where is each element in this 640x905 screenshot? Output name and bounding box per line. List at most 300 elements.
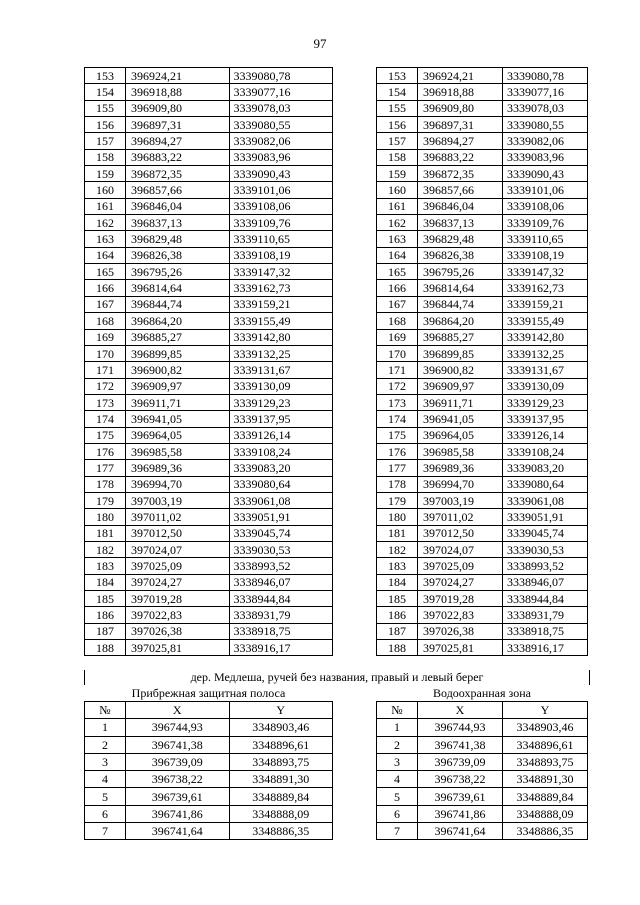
x-coordinate-cell: 396899,85 xyxy=(126,345,230,361)
right-zone-title: Водоохранная зона xyxy=(433,686,531,700)
table-row xyxy=(377,296,588,312)
x-coordinate-cell: 396883,22 xyxy=(418,149,503,165)
y-coordinate-cell: 3348889,84 xyxy=(229,788,333,805)
point-number-cell: 2 xyxy=(377,736,418,753)
x-coordinate-cell: 397024,07 xyxy=(126,541,230,557)
table-row xyxy=(85,329,333,345)
table-row xyxy=(377,558,588,574)
x-coordinate-cell: 396897,31 xyxy=(418,117,503,133)
table-row xyxy=(377,198,588,214)
table-row xyxy=(85,823,333,840)
x-coordinate-cell: 396918,88 xyxy=(126,84,230,100)
y-coordinate-cell: 3338916,17 xyxy=(503,640,588,656)
y-coordinate-cell: 3338944,84 xyxy=(503,591,588,607)
x-coordinate-cell: 396829,48 xyxy=(418,231,503,247)
right-zone-table xyxy=(376,701,588,840)
table-row xyxy=(377,264,588,280)
x-coordinate-cell: 396872,35 xyxy=(418,166,503,182)
y-coordinate-cell: 3339083,96 xyxy=(229,149,333,165)
y-coordinate-cell: 3339137,95 xyxy=(503,411,588,427)
point-number-cell: 156 xyxy=(377,117,418,133)
table-row xyxy=(85,394,333,410)
x-coordinate-cell: 397026,38 xyxy=(418,623,503,639)
point-number-cell: 167 xyxy=(85,296,126,312)
point-number-cell: 185 xyxy=(377,591,418,607)
point-number-cell: 179 xyxy=(85,492,126,508)
table-row xyxy=(377,215,588,231)
x-coordinate-cell: 396837,13 xyxy=(126,215,230,231)
point-number-cell: 177 xyxy=(85,460,126,476)
y-coordinate-cell: 3339080,78 xyxy=(229,68,333,84)
y-coordinate-cell: 3339045,74 xyxy=(229,525,333,541)
point-number-cell: 173 xyxy=(377,394,418,410)
x-coordinate-cell: 396924,21 xyxy=(418,68,503,84)
x-coordinate-cell: 396894,27 xyxy=(418,133,503,149)
table-row xyxy=(377,736,588,753)
point-number-cell: 171 xyxy=(85,362,126,378)
y-coordinate-cell: 3339090,43 xyxy=(229,166,333,182)
y-coordinate-cell: 3339080,55 xyxy=(229,117,333,133)
table-row xyxy=(85,591,333,607)
point-number-cell: 4 xyxy=(377,771,418,788)
x-coordinate-cell: 396911,71 xyxy=(126,394,230,410)
point-number-cell: 186 xyxy=(377,607,418,623)
table-row xyxy=(85,84,333,100)
x-coordinate-cell: 396741,86 xyxy=(126,805,230,822)
point-number-cell: 162 xyxy=(85,215,126,231)
x-coordinate-cell: 397011,02 xyxy=(126,509,230,525)
y-coordinate-cell: 3339129,23 xyxy=(503,394,588,410)
point-number-cell: 155 xyxy=(85,100,126,116)
table-row xyxy=(377,640,588,656)
y-coordinate-cell: 3348888,09 xyxy=(229,805,333,822)
table-row xyxy=(377,591,588,607)
table-row xyxy=(85,215,333,231)
table-row xyxy=(377,84,588,100)
table-row xyxy=(85,607,333,623)
table-row xyxy=(85,788,333,805)
point-number-cell: 184 xyxy=(85,574,126,590)
x-coordinate-cell: 397019,28 xyxy=(418,591,503,607)
point-number-cell: 5 xyxy=(377,788,418,805)
table-row xyxy=(377,623,588,639)
x-coordinate-cell: 396739,09 xyxy=(126,753,230,770)
point-number-cell: 153 xyxy=(85,68,126,84)
table-row xyxy=(85,541,333,557)
x-coordinate-cell: 396864,20 xyxy=(126,313,230,329)
x-coordinate-cell: 396885,27 xyxy=(126,329,230,345)
header-x: X xyxy=(126,702,230,719)
x-coordinate-cell: 396994,70 xyxy=(126,476,230,492)
point-number-cell: 175 xyxy=(85,427,126,443)
x-coordinate-cell: 396814,64 xyxy=(126,280,230,296)
y-coordinate-cell: 3339083,96 xyxy=(503,149,588,165)
y-coordinate-cell: 3339083,20 xyxy=(503,460,588,476)
x-coordinate-cell: 396985,58 xyxy=(126,443,230,459)
table-row xyxy=(377,247,588,263)
header-number: № xyxy=(377,702,418,719)
point-number-cell: 180 xyxy=(377,509,418,525)
x-coordinate-cell: 397024,07 xyxy=(418,541,503,557)
table-row xyxy=(85,247,333,263)
point-number-cell: 162 xyxy=(377,215,418,231)
point-number-cell: 154 xyxy=(85,84,126,100)
table-row xyxy=(377,541,588,557)
header-number: № xyxy=(85,702,126,719)
x-coordinate-cell: 396846,04 xyxy=(126,198,230,214)
point-number-cell: 187 xyxy=(377,623,418,639)
x-coordinate-cell: 396918,88 xyxy=(418,84,503,100)
x-coordinate-cell: 396741,64 xyxy=(418,823,503,840)
y-coordinate-cell: 3339142,80 xyxy=(503,329,588,345)
point-number-cell: 159 xyxy=(377,166,418,182)
table-row xyxy=(377,443,588,459)
table-row xyxy=(377,476,588,492)
left-zone-table xyxy=(84,701,333,840)
x-coordinate-cell: 397019,28 xyxy=(126,591,230,607)
point-number-cell: 165 xyxy=(85,264,126,280)
y-coordinate-cell: 3339132,25 xyxy=(503,345,588,361)
table-row xyxy=(85,805,333,822)
y-coordinate-cell: 3339080,64 xyxy=(503,476,588,492)
y-coordinate-cell: 3348903,46 xyxy=(229,719,333,736)
x-coordinate-cell: 397003,19 xyxy=(418,492,503,508)
x-coordinate-cell: 396826,38 xyxy=(418,247,503,263)
point-number-cell: 160 xyxy=(377,182,418,198)
point-number-cell: 172 xyxy=(85,378,126,394)
y-coordinate-cell: 3348893,75 xyxy=(503,753,588,770)
point-number-cell: 176 xyxy=(377,443,418,459)
point-number-cell: 181 xyxy=(85,525,126,541)
point-number-cell: 172 xyxy=(377,378,418,394)
y-coordinate-cell: 3339159,21 xyxy=(503,296,588,312)
point-number-cell: 173 xyxy=(85,394,126,410)
point-number-cell: 165 xyxy=(377,264,418,280)
point-number-cell: 169 xyxy=(85,329,126,345)
x-coordinate-cell: 396989,36 xyxy=(418,460,503,476)
point-number-cell: 154 xyxy=(377,84,418,100)
table-row xyxy=(85,133,333,149)
x-coordinate-cell: 396741,64 xyxy=(126,823,230,840)
x-coordinate-cell: 397024,27 xyxy=(126,574,230,590)
x-coordinate-cell: 396739,61 xyxy=(418,788,503,805)
y-coordinate-cell: 3338918,75 xyxy=(503,623,588,639)
point-number-cell: 179 xyxy=(377,492,418,508)
y-coordinate-cell: 3348893,75 xyxy=(229,753,333,770)
x-coordinate-cell: 396994,70 xyxy=(418,476,503,492)
y-coordinate-cell: 3338931,79 xyxy=(503,607,588,623)
table-row xyxy=(377,133,588,149)
y-coordinate-cell: 3339147,32 xyxy=(229,264,333,280)
point-number-cell: 170 xyxy=(85,345,126,361)
point-number-cell: 176 xyxy=(85,443,126,459)
x-coordinate-cell: 397024,27 xyxy=(418,574,503,590)
point-number-cell: 160 xyxy=(85,182,126,198)
x-coordinate-cell: 396741,86 xyxy=(418,805,503,822)
y-coordinate-cell: 3339137,95 xyxy=(229,411,333,427)
y-coordinate-cell: 3339131,67 xyxy=(229,362,333,378)
header-y: Y xyxy=(229,702,333,719)
y-coordinate-cell: 3339108,19 xyxy=(503,247,588,263)
table-row xyxy=(377,460,588,476)
section-caption: дер. Медлеша, ручей без названия, правый и левый берег xyxy=(84,670,590,685)
point-number-cell: 174 xyxy=(377,411,418,427)
left-zone-title: Прибрежная защитная полоса xyxy=(131,686,286,700)
point-number-cell: 166 xyxy=(377,280,418,296)
table-row xyxy=(85,182,333,198)
point-number-cell: 188 xyxy=(377,640,418,656)
x-coordinate-cell: 397025,81 xyxy=(126,640,230,656)
y-coordinate-cell: 3348888,09 xyxy=(503,805,588,822)
table-row xyxy=(377,771,588,788)
table-row xyxy=(85,231,333,247)
x-coordinate-cell: 396795,26 xyxy=(126,264,230,280)
x-coordinate-cell: 397025,09 xyxy=(418,558,503,574)
point-number-cell: 7 xyxy=(85,823,126,840)
x-coordinate-cell: 396885,27 xyxy=(418,329,503,345)
x-coordinate-cell: 396989,36 xyxy=(126,460,230,476)
x-coordinate-cell: 397022,83 xyxy=(126,607,230,623)
point-number-cell: 184 xyxy=(377,574,418,590)
y-coordinate-cell: 3339155,49 xyxy=(503,313,588,329)
y-coordinate-cell: 3348891,30 xyxy=(229,771,333,788)
y-coordinate-cell: 3339080,55 xyxy=(503,117,588,133)
point-number-cell: 182 xyxy=(85,541,126,557)
point-number-cell: 181 xyxy=(377,525,418,541)
y-coordinate-cell: 3339030,53 xyxy=(229,541,333,557)
x-coordinate-cell: 396844,74 xyxy=(126,296,230,312)
point-number-cell: 3 xyxy=(85,753,126,770)
table-row xyxy=(377,280,588,296)
y-coordinate-cell: 3339155,49 xyxy=(229,313,333,329)
table-row xyxy=(85,296,333,312)
point-number-cell: 180 xyxy=(85,509,126,525)
header-x: X xyxy=(418,702,503,719)
table-header-row xyxy=(85,702,333,719)
y-coordinate-cell: 3339162,73 xyxy=(503,280,588,296)
table-row xyxy=(85,198,333,214)
point-number-cell: 171 xyxy=(377,362,418,378)
table-row xyxy=(85,492,333,508)
point-number-cell: 157 xyxy=(377,133,418,149)
x-coordinate-cell: 396909,80 xyxy=(126,100,230,116)
y-coordinate-cell: 3338916,17 xyxy=(229,640,333,656)
y-coordinate-cell: 3339082,06 xyxy=(229,133,333,149)
y-coordinate-cell: 3339090,43 xyxy=(503,166,588,182)
y-coordinate-cell: 3339109,76 xyxy=(503,215,588,231)
table-row xyxy=(377,231,588,247)
x-coordinate-cell: 396909,80 xyxy=(418,100,503,116)
y-coordinate-cell: 3339108,24 xyxy=(503,443,588,459)
y-coordinate-cell: 3339045,74 xyxy=(503,525,588,541)
table-row xyxy=(85,640,333,656)
x-coordinate-cell: 396739,61 xyxy=(126,788,230,805)
point-number-cell: 174 xyxy=(85,411,126,427)
y-coordinate-cell: 3339108,06 xyxy=(229,198,333,214)
x-coordinate-cell: 396844,74 xyxy=(418,296,503,312)
x-coordinate-cell: 396924,21 xyxy=(126,68,230,84)
table-row xyxy=(377,823,588,840)
x-coordinate-cell: 396741,38 xyxy=(126,736,230,753)
point-number-cell: 183 xyxy=(377,558,418,574)
point-number-cell: 156 xyxy=(85,117,126,133)
header-y: Y xyxy=(503,702,588,719)
y-coordinate-cell: 3339126,14 xyxy=(503,427,588,443)
y-coordinate-cell: 3339077,16 xyxy=(503,84,588,100)
x-coordinate-cell: 397011,02 xyxy=(418,509,503,525)
point-number-cell: 167 xyxy=(377,296,418,312)
y-coordinate-cell: 3339129,23 xyxy=(229,394,333,410)
table-row xyxy=(85,149,333,165)
point-number-cell: 169 xyxy=(377,329,418,345)
table-row xyxy=(85,753,333,770)
x-coordinate-cell: 396941,05 xyxy=(418,411,503,427)
table-row xyxy=(85,574,333,590)
table-row xyxy=(85,264,333,280)
table-row xyxy=(85,460,333,476)
point-number-cell: 6 xyxy=(377,805,418,822)
x-coordinate-cell: 396894,27 xyxy=(126,133,230,149)
x-coordinate-cell: 396900,82 xyxy=(418,362,503,378)
point-number-cell: 2 xyxy=(85,736,126,753)
x-coordinate-cell: 396911,71 xyxy=(418,394,503,410)
table-row xyxy=(85,476,333,492)
table-row xyxy=(377,378,588,394)
table-row xyxy=(85,623,333,639)
table-row xyxy=(377,509,588,525)
y-coordinate-cell: 3339109,76 xyxy=(229,215,333,231)
table-row xyxy=(85,411,333,427)
x-coordinate-cell: 397012,50 xyxy=(126,525,230,541)
table-row xyxy=(377,574,588,590)
table-row xyxy=(377,753,588,770)
point-number-cell: 183 xyxy=(85,558,126,574)
table-row xyxy=(377,607,588,623)
point-number-cell: 158 xyxy=(85,149,126,165)
point-number-cell: 166 xyxy=(85,280,126,296)
point-number-cell: 5 xyxy=(85,788,126,805)
table-row xyxy=(85,771,333,788)
table-row xyxy=(377,362,588,378)
x-coordinate-cell: 396985,58 xyxy=(418,443,503,459)
point-number-cell: 163 xyxy=(377,231,418,247)
y-coordinate-cell: 3339078,03 xyxy=(503,100,588,116)
y-coordinate-cell: 3339162,73 xyxy=(229,280,333,296)
table-row xyxy=(377,427,588,443)
table-row xyxy=(85,362,333,378)
y-coordinate-cell: 3339082,06 xyxy=(503,133,588,149)
y-coordinate-cell: 3348886,35 xyxy=(229,823,333,840)
y-coordinate-cell: 3339101,06 xyxy=(229,182,333,198)
point-number-cell: 188 xyxy=(85,640,126,656)
point-number-cell: 3 xyxy=(377,753,418,770)
x-coordinate-cell: 397026,38 xyxy=(126,623,230,639)
table-row xyxy=(377,329,588,345)
point-number-cell: 164 xyxy=(377,247,418,263)
table-row xyxy=(85,509,333,525)
table-row xyxy=(377,394,588,410)
y-coordinate-cell: 3339030,53 xyxy=(503,541,588,557)
table-row xyxy=(85,313,333,329)
point-number-cell: 161 xyxy=(85,198,126,214)
point-number-cell: 185 xyxy=(85,591,126,607)
x-coordinate-cell: 396846,04 xyxy=(418,198,503,214)
y-coordinate-cell: 3348889,84 xyxy=(503,788,588,805)
y-coordinate-cell: 3339101,06 xyxy=(503,182,588,198)
y-coordinate-cell: 3348903,46 xyxy=(503,719,588,736)
point-number-cell: 182 xyxy=(377,541,418,557)
x-coordinate-cell: 396829,48 xyxy=(126,231,230,247)
table-row xyxy=(85,443,333,459)
x-coordinate-cell: 397012,50 xyxy=(418,525,503,541)
point-number-cell: 158 xyxy=(377,149,418,165)
point-number-cell: 164 xyxy=(85,247,126,263)
y-coordinate-cell: 3339077,16 xyxy=(229,84,333,100)
x-coordinate-cell: 396814,64 xyxy=(418,280,503,296)
table-row xyxy=(377,788,588,805)
x-coordinate-cell: 397025,81 xyxy=(418,640,503,656)
x-coordinate-cell: 396744,93 xyxy=(418,719,503,736)
page-number: 97 xyxy=(313,36,327,51)
y-coordinate-cell: 3339147,32 xyxy=(503,264,588,280)
table-row xyxy=(377,805,588,822)
x-coordinate-cell: 397022,83 xyxy=(418,607,503,623)
y-coordinate-cell: 3338931,79 xyxy=(229,607,333,623)
point-number-cell: 157 xyxy=(85,133,126,149)
table-row xyxy=(85,525,333,541)
x-coordinate-cell: 396795,26 xyxy=(418,264,503,280)
point-number-cell: 168 xyxy=(85,313,126,329)
y-coordinate-cell: 3338993,52 xyxy=(503,558,588,574)
y-coordinate-cell: 3339051,91 xyxy=(503,509,588,525)
point-number-cell: 178 xyxy=(85,476,126,492)
y-coordinate-cell: 3348896,61 xyxy=(229,736,333,753)
table-row xyxy=(85,736,333,753)
y-coordinate-cell: 3339080,64 xyxy=(229,476,333,492)
y-coordinate-cell: 3339126,14 xyxy=(229,427,333,443)
point-number-cell: 170 xyxy=(377,345,418,361)
table-row xyxy=(85,280,333,296)
x-coordinate-cell: 396738,22 xyxy=(418,771,503,788)
point-number-cell: 4 xyxy=(85,771,126,788)
point-number-cell: 187 xyxy=(85,623,126,639)
y-coordinate-cell: 3339142,80 xyxy=(229,329,333,345)
table-row xyxy=(377,492,588,508)
table-row xyxy=(85,719,333,736)
y-coordinate-cell: 3339051,91 xyxy=(229,509,333,525)
x-coordinate-cell: 396857,66 xyxy=(418,182,503,198)
point-number-cell: 161 xyxy=(377,198,418,214)
y-coordinate-cell: 3339110,65 xyxy=(503,231,588,247)
table-row xyxy=(85,100,333,116)
y-coordinate-cell: 3339131,67 xyxy=(503,362,588,378)
table-row xyxy=(377,313,588,329)
point-number-cell: 175 xyxy=(377,427,418,443)
y-coordinate-cell: 3338918,75 xyxy=(229,623,333,639)
y-coordinate-cell: 3339108,06 xyxy=(503,198,588,214)
x-coordinate-cell: 396909,97 xyxy=(126,378,230,394)
x-coordinate-cell: 396741,38 xyxy=(418,736,503,753)
y-coordinate-cell: 3338946,07 xyxy=(229,574,333,590)
point-number-cell: 177 xyxy=(377,460,418,476)
x-coordinate-cell: 396909,97 xyxy=(418,378,503,394)
table-row xyxy=(377,68,588,84)
table-row xyxy=(377,719,588,736)
point-number-cell: 163 xyxy=(85,231,126,247)
y-coordinate-cell: 3339132,25 xyxy=(229,345,333,361)
y-coordinate-cell: 3348891,30 xyxy=(503,771,588,788)
x-coordinate-cell: 396857,66 xyxy=(126,182,230,198)
